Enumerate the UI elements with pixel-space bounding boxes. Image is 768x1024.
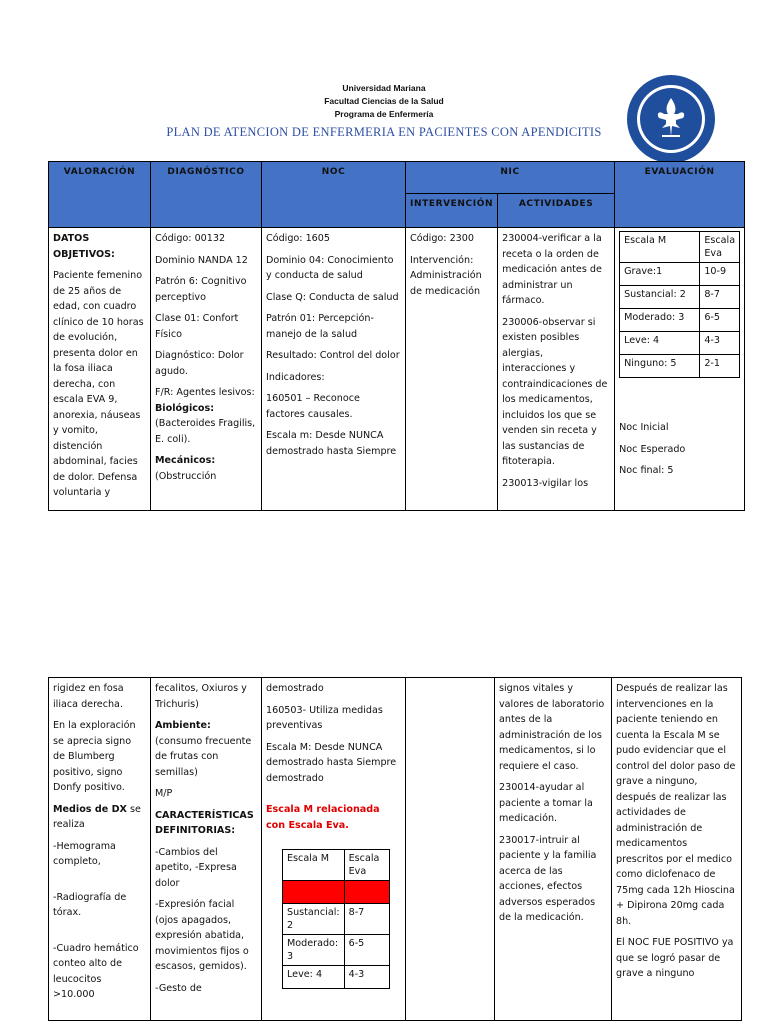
dx-cont-p1: fecalitos, Oxiuros y Trichuris) <box>155 683 247 710</box>
noc-inicial: Noc Inicial <box>619 422 669 433</box>
medios-dx-tail: se realiza <box>53 803 141 830</box>
table-cell: 4-3 <box>344 966 389 989</box>
header-intervencion: INTERVENCIÓN <box>406 194 498 228</box>
biologicos-text: (Bacteroides Fragilis, E. coli). <box>155 418 256 445</box>
actividad-cont-2: 230014-ayudar al paciente a tomar la medicación. <box>499 782 593 824</box>
dx-factores <box>155 385 257 447</box>
header-valoracion: VALORACIÓN <box>49 162 151 228</box>
table-cell: 6-5 <box>344 935 389 966</box>
header-nic: NIC <box>406 162 615 194</box>
actividad-1: 230004-verificar a la receta o la orden de medicación antes de administrar un fármaco. <box>502 233 602 306</box>
noc-cont-p3: Escala M: Desde NUNCA demostrado hasta Siempre demostrado <box>266 741 397 784</box>
noc-resultado: Resultado: Control del dolor <box>266 350 400 361</box>
caracteristicas-heading: CARACTERÍSTICAS DEFINITORIAS: <box>155 809 254 836</box>
noc-clase: Clase Q: Conducta de salud <box>266 291 399 303</box>
header-diagnostico: DIAGNÓSTICO <box>151 162 262 228</box>
caracteristica-2: -Expresión facial (ojos apagados, expresión abatida, movimientos fijos o escasos, gemidos). <box>155 899 249 972</box>
escala-m-header: Escala M <box>620 232 700 263</box>
table-row <box>620 332 740 355</box>
valoracion-p3: -Hemograma completo, <box>53 840 116 867</box>
table-row <box>620 309 740 332</box>
escala-eva-header: Escala Eva <box>700 232 740 263</box>
table-cell: Leve: 4 <box>283 966 345 989</box>
table-row <box>620 286 740 309</box>
cell-valoracion <box>49 228 151 511</box>
evaluacion-p1: Después de realizar las intervenciones en la paciente teniendo en cuenta la Escala M se pudo evidenciar que el control del dolor paso de grave a ninguno, después de realizar las actividades de administración de medicamentos prescritos por el medico como diclofenaco de 75mg cada 12h Hioscina + Dipirona 20mg cada 8h. <box>616 683 736 927</box>
noc-dominio: Dominio 04: Conocimiento y conducta de salud <box>266 254 394 281</box>
cell-intervencion <box>406 228 498 511</box>
noc-indicadores: Indicadores: <box>266 371 325 383</box>
table-cell: 10-9 <box>344 881 389 904</box>
header-evaluacion: EVALUACIÓN <box>615 162 745 228</box>
escala-table-page1 <box>619 231 740 378</box>
table-cell: Grave: 1 <box>283 881 345 904</box>
noc-cont-p2: 160503- Utiliza medidas preventivas <box>266 704 383 731</box>
caracteristica-1: -Cambios del apetito, -Expresa dolor <box>155 846 237 889</box>
cell-valoracion-cont <box>49 678 151 1021</box>
escala-relacion-note: Escala M relacionada con Escala Eva. <box>266 804 380 831</box>
cell-noc-cont <box>262 678 406 1021</box>
ambiente-text: (consumo frecuente de frutas con semillas) <box>155 735 252 778</box>
table-cell: 10-9 <box>700 263 740 286</box>
cell-evaluacion-cont <box>612 678 742 1021</box>
table-cell: 6-5 <box>700 309 740 332</box>
table-row <box>620 263 740 286</box>
care-plan-table-page1 <box>48 161 745 511</box>
table-cell: Grave:1 <box>620 263 700 286</box>
cell-diagnostico-cont <box>151 678 262 1021</box>
noc-esperado: Noc Esperado <box>619 443 686 455</box>
table-row <box>283 904 390 935</box>
noc-escala: Escala m: Desde NUNCA demostrado hasta Siempre <box>266 430 397 457</box>
university-logo <box>626 74 716 164</box>
valoracion-p4: -Radiografía de tórax. <box>53 891 127 918</box>
cell-intervencion-cont <box>406 678 495 1021</box>
ambiente <box>155 718 257 780</box>
mecanicos-label: Mecánicos: <box>155 455 216 466</box>
header-noc: NOC <box>262 162 406 228</box>
table-row <box>283 850 390 881</box>
table-cell: 4-3 <box>700 332 740 355</box>
dx-mecanicos <box>155 453 257 484</box>
table-cell: Sustancial: 2 <box>283 904 345 935</box>
caracteristicas-label <box>155 808 257 839</box>
university-name: Universidad Mariana <box>342 83 426 93</box>
actividad-3: 230013-vigilar los <box>502 477 589 489</box>
ambiente-label: Ambiente: <box>155 720 211 731</box>
biologicos-label: Biológicos: <box>155 402 215 414</box>
dx-dominio: Dominio NANDA 12 <box>155 254 248 266</box>
dx-codigo: Código: 00132 <box>155 233 226 244</box>
dx-patron: Patrón 6: Cognitivo perceptivo <box>155 276 247 303</box>
valoracion-text: Paciente femenino de 25 años de edad, con cuadro clínico de 10 horas de evolución, presenta dolor en la fosa iliaca derecha, con escala EVA 9, anorexia, náuseas y vomito, distención abdominal, facies de dolor. Defensa voluntaria y <box>53 270 144 498</box>
header-actividades: ACTIVIDADES <box>498 194 615 228</box>
care-plan-table-page2 <box>48 677 742 1021</box>
cell-noc <box>262 228 406 511</box>
intervencion-text: Intervención: Administración de medicación <box>410 254 482 297</box>
table-cell: 8-7 <box>344 904 389 935</box>
cell-diagnostico <box>151 228 262 511</box>
table-row <box>283 935 390 966</box>
medios-dx <box>53 802 146 833</box>
table-row-highlight <box>283 881 390 904</box>
escala-table-page2 <box>282 849 390 989</box>
evaluacion-p2: El NOC FUE POSITIVO ya que se logró pasar de grave a ninguno <box>616 937 734 979</box>
medios-dx-label: Medios de DX <box>53 803 127 815</box>
mecanicos-text: (Obstrucción <box>155 470 217 482</box>
table-cell: Sustancial: 2 <box>620 286 700 309</box>
dx-diagnostico: Diagnóstico: Dolor agudo. <box>155 350 244 377</box>
actividad-cont-3: 230017-intruir al paciente y la familia acerca de las acciones, efectos adversos esperados de la medicación. <box>499 834 597 923</box>
actividad-2: 230006-observar si existen posibles alergias, interacciones y contraindicaciones de los medicamentos, incluidos los que se venden sin receta y las sustancias de fitoterapia. <box>502 316 608 467</box>
noc-final: Noc final: 5 <box>619 465 674 476</box>
valoracion-p5: -Cuadro hemático conteo alto de leucocitos >10.000 <box>53 942 139 1000</box>
noc-codigo: Código: 1605 <box>266 233 330 244</box>
valoracion-p2: En la exploración se aprecia signo de Blumberg positivo, signo Donfy positivo. <box>53 720 136 793</box>
escala-m-header: Escala M <box>283 850 345 881</box>
cell-actividades-cont <box>495 678 612 1021</box>
escala-eva-header: Escala Eva <box>344 850 389 881</box>
table-row <box>283 966 390 989</box>
program-name: Programa de Enfermería <box>334 109 434 119</box>
noc-patron: Patrón 01: Percepción-manejo de la salud <box>266 313 374 340</box>
mp-label: M/P <box>155 788 173 799</box>
cell-actividades <box>498 228 615 511</box>
cell-evaluacion <box>615 228 745 511</box>
dx-clase: Clase 01: Confort Físico <box>155 313 239 340</box>
table-row <box>620 355 740 378</box>
table-cell: Ninguno: 5 <box>620 355 700 378</box>
table-cell: Leve: 4 <box>620 332 700 355</box>
table-cell: 2-1 <box>700 355 740 378</box>
table-cell: Moderado: 3 <box>620 309 700 332</box>
caracteristica-3: -Gesto de <box>155 982 202 994</box>
noc-indicador-1: 160501 – Reconoce factores causales. <box>266 393 360 420</box>
table-cell: 8-7 <box>700 286 740 309</box>
actividad-cont-1: signos vitales y valores de laboratorio antes de la administración de los medicamentos, si lo requiere el caso. <box>499 683 605 772</box>
document-title: PLAN DE ATENCION DE ENFERMERIA EN PACIENTES CON APENDICITIS <box>166 125 602 139</box>
faculty-name: Facultad Ciencias de la Salud <box>324 96 444 106</box>
table-cell: Moderado: 3 <box>283 935 345 966</box>
valoracion-p1: rigidez en fosa iliaca derecha. <box>53 683 124 710</box>
table-row <box>620 232 740 263</box>
datos-objetivos-heading: DATOS OBJETIVOS: <box>53 233 115 260</box>
fr-prefix: F/R: Agentes lesivos: <box>155 387 255 398</box>
intervencion-codigo: Código: 2300 <box>410 233 474 244</box>
noc-cont-p1: demostrado <box>266 683 324 694</box>
